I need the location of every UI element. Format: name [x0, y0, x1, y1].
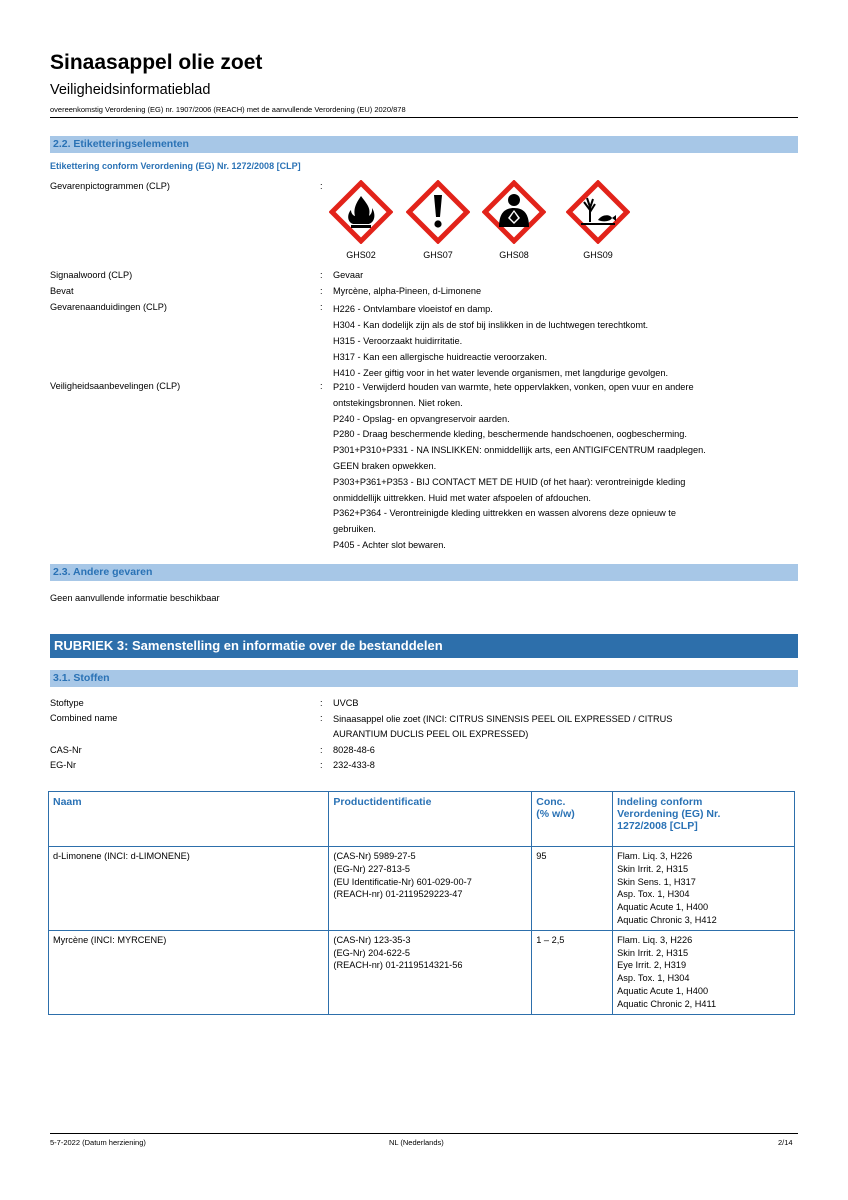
precautionary-line: P210 - Verwijderd houden van warmte, hete oppervlakken, vonken, open vuur en andere — [333, 382, 694, 392]
column-header-naam: Naam — [49, 792, 329, 847]
cell-naam: d-Limonene (INCI: d-LIMONENE) — [49, 847, 329, 931]
signal-word-value: Gevaar — [333, 270, 364, 280]
pictogram-code: GHS07 — [423, 250, 453, 260]
table-row — [49, 847, 795, 931]
table-header-row — [49, 792, 795, 847]
section-3-1-header: 3.1. Stoffen — [50, 670, 798, 687]
pictogram-code: GHS09 — [583, 250, 613, 260]
health-hazard-icon — [482, 180, 546, 244]
other-hazards-text: Geen aanvullende informatie beschikbaar — [50, 593, 220, 603]
combined-name-label: Combined name — [50, 713, 118, 723]
pictograms-label: Gevarenpictogrammen (CLP) — [50, 181, 170, 191]
regulation-line: overeenkomstig Verordening (EG) nr. 1907/2006 (REACH) met de aanvullende Verordening (EU) 2020/878 — [50, 105, 406, 114]
precautionary-line: P280 - Draag beschermende kleding, beschermende handschoenen, oogbescherming. — [333, 429, 687, 440]
combined-name-value: Sinaasappel olie zoet (INCI: CITRUS SINENSIS PEEL OIL EXPRESSED / CITRUS AURANTIUM DUCLIS PEEL OIL EXPRESSED) — [333, 714, 673, 739]
substance-type-label: Stoftype — [50, 698, 84, 708]
clp-labelling-subheading: Etikettering conform Verordening (EG) Nr. 1272/2008 [CLP] — [50, 161, 301, 171]
hazard-statement: H315 - Veroorzaakt huidirritatie. — [333, 336, 463, 346]
precautionary-line: gebruiken. — [333, 524, 376, 535]
cell-indeling: Flam. Liq. 3, H226 Skin Irrit. 2, H315 Skin Sens. 1, H317 Asp. Tox. 1, H304 Aquatic Acute 1, H400 Aquatic Chronic 3, H412 — [613, 847, 795, 931]
pictogram-code: GHS02 — [346, 250, 376, 260]
eg-number-value: 232-433-8 — [333, 760, 375, 770]
cell-naam: Myrcène (INCI: MYRCENE) — [49, 930, 329, 1014]
cell-product: (CAS-Nr) 5989-27-5 (EG-Nr) 227-813-5 (EU Identificatie-Nr) 601-029-00-7 (REACH-nr) 01-2119529223-47 — [329, 847, 532, 931]
precautionary-statements-label: Veiligheidsaanbevelingen (CLP) — [50, 381, 181, 391]
precautionary-statements-list — [333, 380, 801, 554]
pictogram-ghs07 — [406, 180, 470, 260]
cas-number-label: CAS-Nr — [50, 745, 82, 755]
hazard-statement: H317 - Kan een allergische huidreactie veroorzaken. — [333, 352, 547, 362]
contains-label: Bevat — [50, 286, 74, 296]
section-2-3-header: 2.3. Andere gevaren — [50, 564, 798, 581]
precautionary-line: P240 - Opslag- en opvangreservoir aarden. — [333, 413, 510, 424]
cas-number-value: 8028-48-6 — [333, 745, 375, 755]
eg-number-label: EG-Nr — [50, 760, 77, 770]
precautionary-line: GEEN braken opwekken. — [333, 460, 437, 471]
signal-word-label: Signaalwoord (CLP) — [50, 270, 133, 280]
precautionary-line: P362+P364 - Verontreinigde kleding uittrekken en wassen alvorens deze opnieuw te — [333, 508, 676, 519]
column-header-indeling: Indeling conform Verordening (EG) Nr. 1272/2008 [CLP] — [613, 792, 795, 847]
hazard-statements-label: Gevarenaanduidingen (CLP) — [50, 302, 167, 312]
flame-icon — [329, 180, 393, 244]
precautionary-line: onmiddellijk uittrekken. Huid met water afspoelen of afdouchen. — [333, 492, 591, 503]
precautionary-line: P405 - Achter slot bewaren. — [333, 539, 446, 550]
document-subtitle: Veiligheidsinformatieblad — [50, 82, 211, 98]
rubriek-3-header: RUBRIEK 3: Samenstelling en informatie over de bestanddelen — [50, 634, 798, 658]
precautionary-line: ontstekingsbronnen. Niet roken. — [333, 397, 463, 408]
hazard-statement: H304 - Kan dodelijk zijn als de stof bij inslikken in de luchtwegen terechtkomt. — [333, 320, 649, 330]
hazard-statements-list — [333, 301, 801, 381]
document-title: Sinaasappel olie zoet — [50, 51, 263, 74]
cell-indeling: Flam. Liq. 3, H226 Skin Irrit. 2, H315 Eye Irrit. 2, H319 Asp. Tox. 1, H304 Aquatic Acute 1, H400 Aquatic Chronic 2, H411 — [613, 930, 795, 1014]
exclamation-mark-icon — [406, 180, 470, 244]
precautionary-line: P303+P361+P353 - BIJ CONTACT MET DE HUID (of het haar): verontreinigde kleding — [333, 476, 686, 487]
hazard-statement: H410 - Zeer giftig voor in het water levende organismen, met langdurige gevolgen. — [333, 368, 669, 378]
cell-conc: 95 — [532, 847, 613, 931]
hazard-statement: H226 - Ontvlambare vloeistof en damp. — [333, 304, 493, 314]
contains-value: Myrcène, alpha-Pineen, d-Limonene — [333, 286, 482, 296]
table-row — [49, 930, 795, 1014]
precautionary-line: P301+P310+P331 - NA INSLIKKEN: onmiddellijk arts, een ANTIGIFCENTRUM raadplegen. — [333, 445, 706, 456]
pictogram-ghs09 — [566, 180, 630, 260]
composition-table — [48, 791, 795, 1015]
environment-icon — [566, 180, 630, 244]
footer-divider — [50, 1133, 798, 1134]
column-header-conc: Conc. (% w/w) — [532, 792, 613, 847]
header-divider — [50, 117, 798, 118]
footer-revision-date: 5-7-2022 (Datum herziening) — [50, 1138, 146, 1147]
cell-conc: 1 – 2,5 — [532, 930, 613, 1014]
pictogram-code: GHS08 — [499, 250, 529, 260]
pictogram-ghs08 — [482, 180, 546, 260]
footer-page-number: 2/14 — [778, 1138, 793, 1147]
section-2-2-header: 2.2. Etiketteringselementen — [50, 136, 798, 153]
substance-type-value: UVCB — [333, 698, 359, 708]
cell-product: (CAS-Nr) 123-35-3 (EG-Nr) 204-622-5 (REACH-nr) 01-2119514321-56 — [329, 930, 532, 1014]
column-header-product: Productidentificatie — [329, 792, 532, 847]
pictogram-ghs02 — [329, 180, 393, 260]
footer-language: NL (Nederlands) — [389, 1138, 444, 1147]
